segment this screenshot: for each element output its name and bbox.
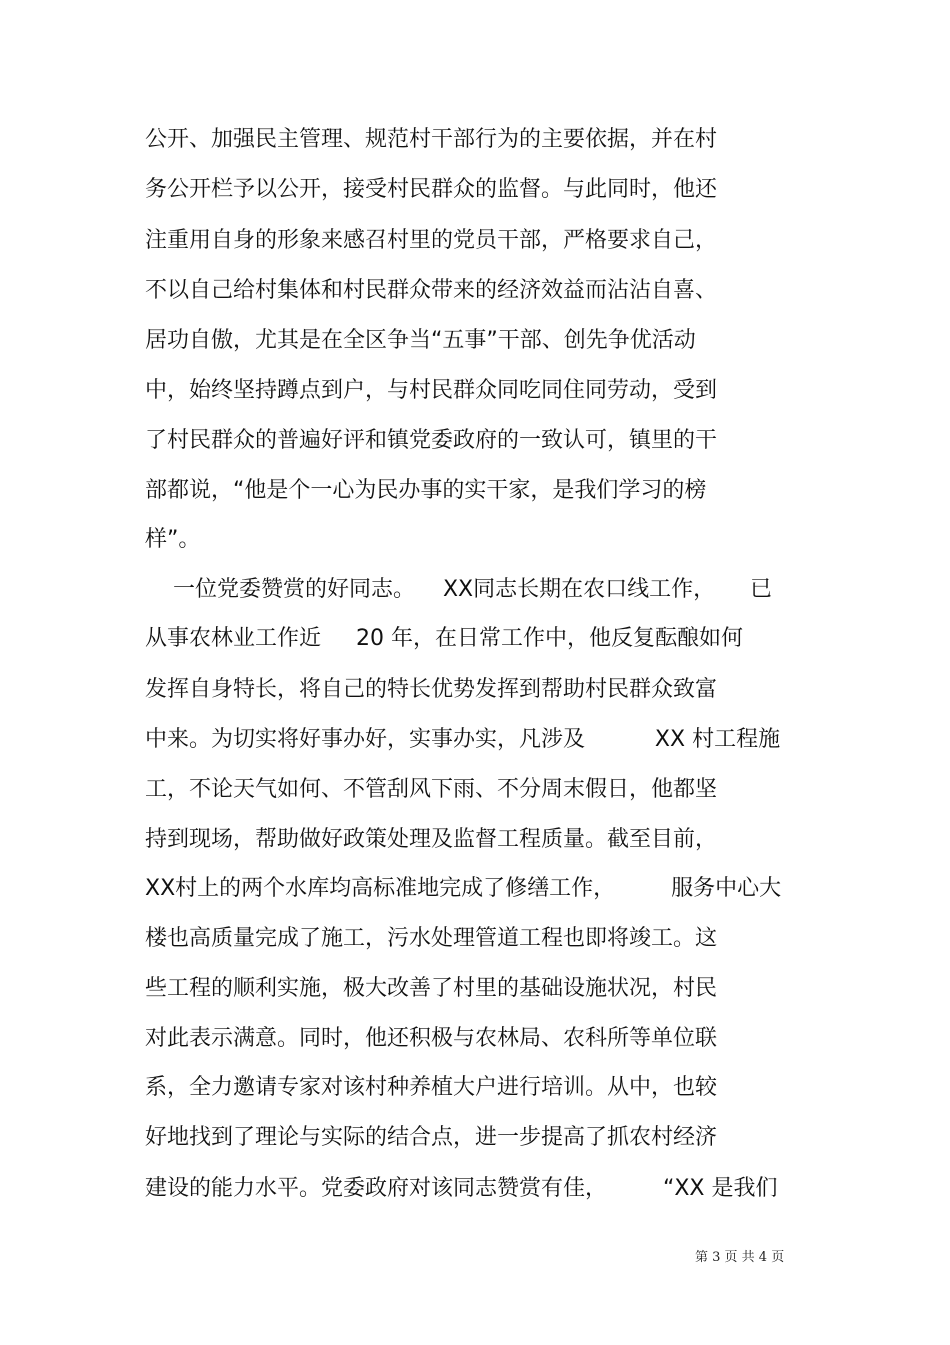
- text-line: 居功自傲，尤其是在全区争当“五事”干部、创先争优活动: [145, 328, 696, 353]
- text-line: 一位党委赞赏的好同志。 XX同志长期在农口线工作， 已: [145, 577, 773, 602]
- text-line: 建设的能力水平。党委政府对该同志赞赏有佳， “XX 是我们: [145, 1176, 778, 1201]
- text-line: 对此表示满意。同时，他还积极与农林局、农科所等单位联: [145, 1026, 718, 1051]
- text-line: 务公开栏予以公开，接受村民群众的监督。与此同时，他还: [145, 177, 718, 202]
- text-line: 中，始终坚持蹲点到户，与村民群众同吃同住同劳动，受到: [145, 378, 718, 403]
- text-line: 持到现场，帮助做好政策处理及监督工程质量。截至目前，: [145, 827, 718, 852]
- text-line: 不以自己给村集体和村民群众带来的经济效益而沾沾自喜、: [145, 278, 718, 303]
- text-line: 工，不论天气如何、不管刮风下雨、不分周末假日，他都坚: [145, 777, 718, 802]
- text-line: 部都说，“他是个一心为民办事的实干家，是我们学习的榜: [145, 478, 707, 503]
- text-line: 楼也高质量完成了施工，污水处理管道工程也即将竣工。这: [145, 926, 718, 951]
- text-line: XX村上的两个水库均高标准地完成了修缮工作， 服务中心大: [145, 876, 782, 901]
- text-line: 些工程的顺利实施，极大改善了村里的基础设施状况，村民: [145, 976, 718, 1001]
- text-line: 样”。: [145, 527, 201, 552]
- text-line: 了村民群众的普遍好评和镇党委政府的一致认可，镇里的干: [145, 428, 718, 453]
- text-line: 注重用自身的形象来感召村里的党员干部，严格要求自己，: [145, 228, 718, 253]
- text-line: 公开、加强民主管理、规范村干部行为的主要依据，并在村: [145, 127, 718, 152]
- text-line: 好地找到了理论与实际的结合点，进一步提高了抓农村经济: [145, 1125, 718, 1150]
- text-line: 系，全力邀请专家对该村种养植大户进行培训。从中，也较: [145, 1075, 718, 1100]
- text-line: 从事农林业工作近 20 年，在日常工作中，他反复酝酿如何: [145, 626, 743, 651]
- text-line: 中来。为切实将好事办好，实事办实，凡涉及 XX 村工程施: [145, 727, 781, 752]
- text-line: 发挥自身特长，将自己的特长优势发挥到帮助村民群众致富: [145, 677, 718, 702]
- page-number-footer: 第 3 页 共 4 页: [695, 1250, 785, 1265]
